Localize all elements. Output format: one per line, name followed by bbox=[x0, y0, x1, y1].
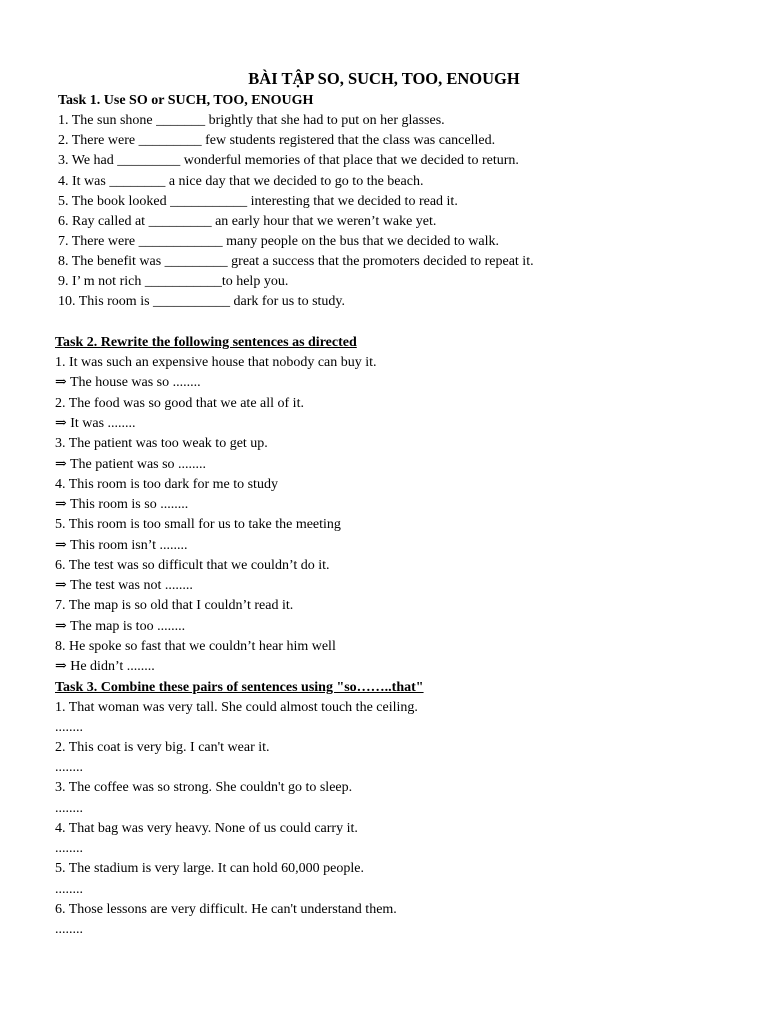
page-title: BÀI TẬP SO, SUCH, TOO, ENOUGH bbox=[248, 69, 520, 88]
task1-item: 4. It was ________ a nice day that we decided to go to the beach. bbox=[58, 174, 424, 189]
task2-item: ⇒ This room isn’t ........ bbox=[55, 538, 188, 553]
task2-item: ⇒ It was ........ bbox=[55, 416, 136, 431]
task1-item: 5. The book looked ___________ interesting that we decided to read it. bbox=[58, 194, 458, 209]
task3-answer-line: ........ bbox=[55, 760, 83, 775]
task3-answer-line: ........ bbox=[55, 882, 83, 897]
task3-answer-line: ........ bbox=[55, 922, 83, 937]
task1-item: 2. There were _________ few students registered that the class was cancelled. bbox=[58, 133, 496, 148]
task3-item: 1. That woman was very tall. She could almost touch the ceiling. bbox=[55, 700, 418, 715]
task2-item: 8. He spoke so fast that we couldn’t hear him well bbox=[55, 639, 336, 654]
task1-item: 9. I’ m not rich ___________to help you. bbox=[58, 274, 289, 289]
task3-item: 5. The stadium is very large. It can hold 60,000 people. bbox=[55, 861, 364, 876]
task3-answer-line: ........ bbox=[55, 801, 83, 816]
task3-item: 4. That bag was very heavy. None of us could carry it. bbox=[55, 821, 358, 836]
task3-heading: Task 3. Combine these pairs of sentences using "so……..that" bbox=[55, 680, 424, 695]
task2-item: 5. This room is too small for us to take the meeting bbox=[55, 517, 341, 532]
task1-item: 7. There were ____________ many people on the bus that we decided to walk. bbox=[58, 234, 500, 249]
task2-item: ⇒ This room is so ........ bbox=[55, 497, 189, 512]
task1-item: 3. We had _________ wonderful memories of that place that we decided to return. bbox=[58, 153, 519, 168]
task2-item: 7. The map is so old that I couldn’t read it. bbox=[55, 598, 294, 613]
task2-item: 2. The food was so good that we ate all of it. bbox=[55, 396, 304, 411]
task3-item: 2. This coat is very big. I can't wear it. bbox=[55, 740, 270, 755]
task2-heading: Task 2. Rewrite the following sentences as directed bbox=[55, 335, 357, 350]
task2-item: 6. The test was so difficult that we couldn’t do it. bbox=[55, 558, 330, 573]
task2-item: 4. This room is too dark for me to study bbox=[55, 477, 278, 492]
task1-item: 8. The benefit was _________ great a success that the promoters decided to repeat it. bbox=[58, 254, 534, 269]
task2-item: ⇒ He didn’t ........ bbox=[55, 659, 155, 674]
task3-answer-line: ........ bbox=[55, 720, 83, 735]
task2-item: ⇒ The test was not ........ bbox=[55, 578, 193, 593]
task1-item: 1. The sun shone _______ brightly that she had to put on her glasses. bbox=[58, 113, 445, 128]
task3-item: 6. Those lessons are very difficult. He can't understand them. bbox=[55, 902, 397, 917]
task1-heading: Task 1. Use SO or SUCH, TOO, ENOUGH bbox=[58, 93, 314, 108]
task2-item: ⇒ The house was so ........ bbox=[55, 375, 201, 390]
task2-item: ⇒ The patient was so ........ bbox=[55, 457, 207, 472]
task2-item: 3. The patient was too weak to get up. bbox=[55, 436, 268, 451]
task3-answer-line: ........ bbox=[55, 841, 83, 856]
task1-item: 10. This room is ___________ dark for us to study. bbox=[58, 294, 345, 309]
task2-item: ⇒ The map is too ........ bbox=[55, 619, 186, 634]
task3-item: 3. The coffee was so strong. She couldn't go to sleep. bbox=[55, 780, 353, 795]
task1-item: 6. Ray called at _________ an early hour that we weren’t wake yet. bbox=[58, 214, 437, 229]
task2-item: 1. It was such an expensive house that nobody can buy it. bbox=[55, 355, 377, 370]
